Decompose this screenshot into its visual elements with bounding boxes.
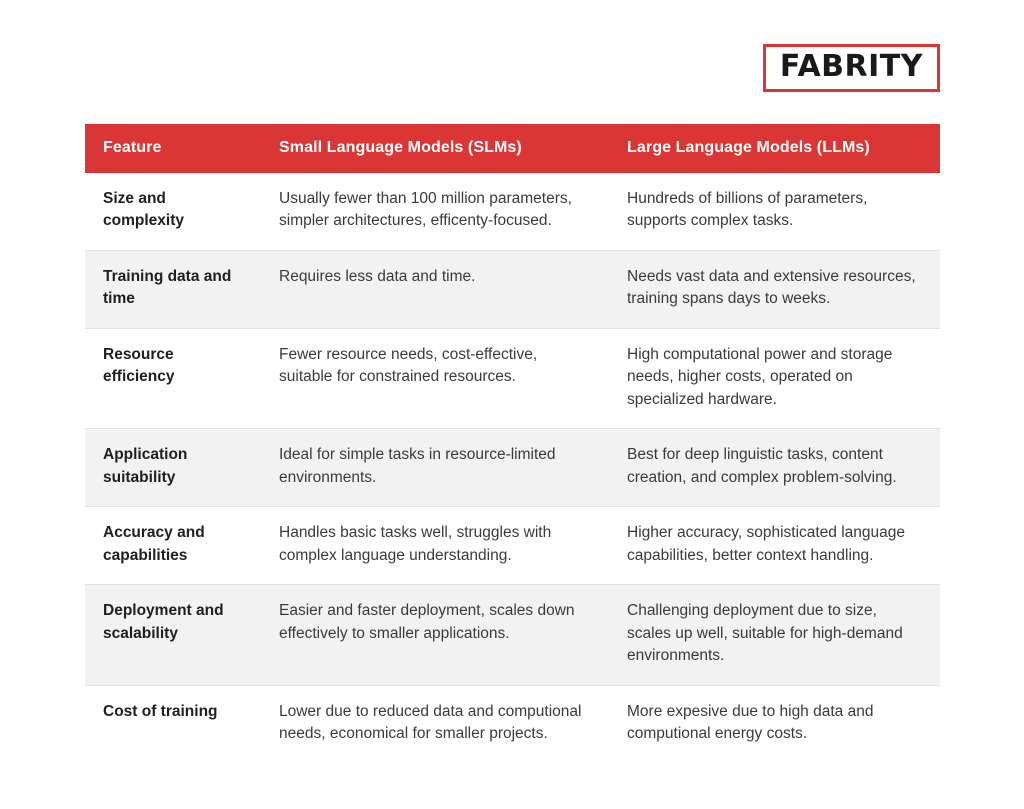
cell-feature: Application suitability bbox=[85, 429, 261, 507]
table-header bbox=[85, 124, 940, 173]
cell-llm: Best for deep linguistic tasks, content creation, and complex problem-solving. bbox=[609, 429, 940, 507]
table-row bbox=[85, 328, 940, 428]
column-header-llm: Large Language Models (LLMs) bbox=[609, 124, 940, 173]
table-row bbox=[85, 173, 940, 250]
cell-feature: Deployment and scalability bbox=[85, 585, 261, 685]
table-header-row bbox=[85, 124, 940, 173]
cell-slm: Handles basic tasks well, struggles with complex language understanding. bbox=[261, 507, 609, 585]
cell-llm: Challenging deployment due to size, scales up well, suitable for high-demand environments. bbox=[609, 585, 940, 685]
cell-feature: Cost of training bbox=[85, 685, 261, 762]
cell-slm: Easier and faster deployment, scales down effectively to smaller applications. bbox=[261, 585, 609, 685]
fabrity-logo bbox=[763, 44, 940, 92]
cell-feature: Accuracy and capabilities bbox=[85, 507, 261, 585]
cell-llm: Hundreds of billions of parameters, supports complex tasks. bbox=[609, 173, 940, 250]
column-header-slm: Small Language Models (SLMs) bbox=[261, 124, 609, 173]
cell-feature: Resource efficiency bbox=[85, 328, 261, 428]
cell-slm: Usually fewer than 100 million parameters, simpler architectures, efficenty-focused. bbox=[261, 173, 609, 250]
cell-feature: Size and complexity bbox=[85, 173, 261, 250]
table-row bbox=[85, 250, 940, 328]
table-row bbox=[85, 429, 940, 507]
cell-slm: Lower due to reduced data and computional needs, economical for smaller projects. bbox=[261, 685, 609, 762]
logo-text: FABRITY bbox=[779, 49, 923, 84]
cell-slm: Requires less data and time. bbox=[261, 250, 609, 328]
table-row bbox=[85, 685, 940, 762]
cell-feature: Training data and time bbox=[85, 250, 261, 328]
cell-slm: Ideal for simple tasks in resource-limited environments. bbox=[261, 429, 609, 507]
cell-llm: Needs vast data and extensive resources, training spans days to weeks. bbox=[609, 250, 940, 328]
table-row bbox=[85, 585, 940, 685]
cell-llm: More expesive due to high data and computional energy costs. bbox=[609, 685, 940, 762]
cell-slm: Fewer resource needs, cost-effective, suitable for constrained resources. bbox=[261, 328, 609, 428]
column-header-feature: Feature bbox=[85, 124, 261, 173]
table-row bbox=[85, 507, 940, 585]
cell-llm: Higher accuracy, sophisticated language capabilities, better context handling. bbox=[609, 507, 940, 585]
comparison-table bbox=[85, 124, 940, 763]
cell-llm: High computational power and storage needs, higher costs, operated on specialized hardware. bbox=[609, 328, 940, 428]
table-body bbox=[85, 173, 940, 763]
